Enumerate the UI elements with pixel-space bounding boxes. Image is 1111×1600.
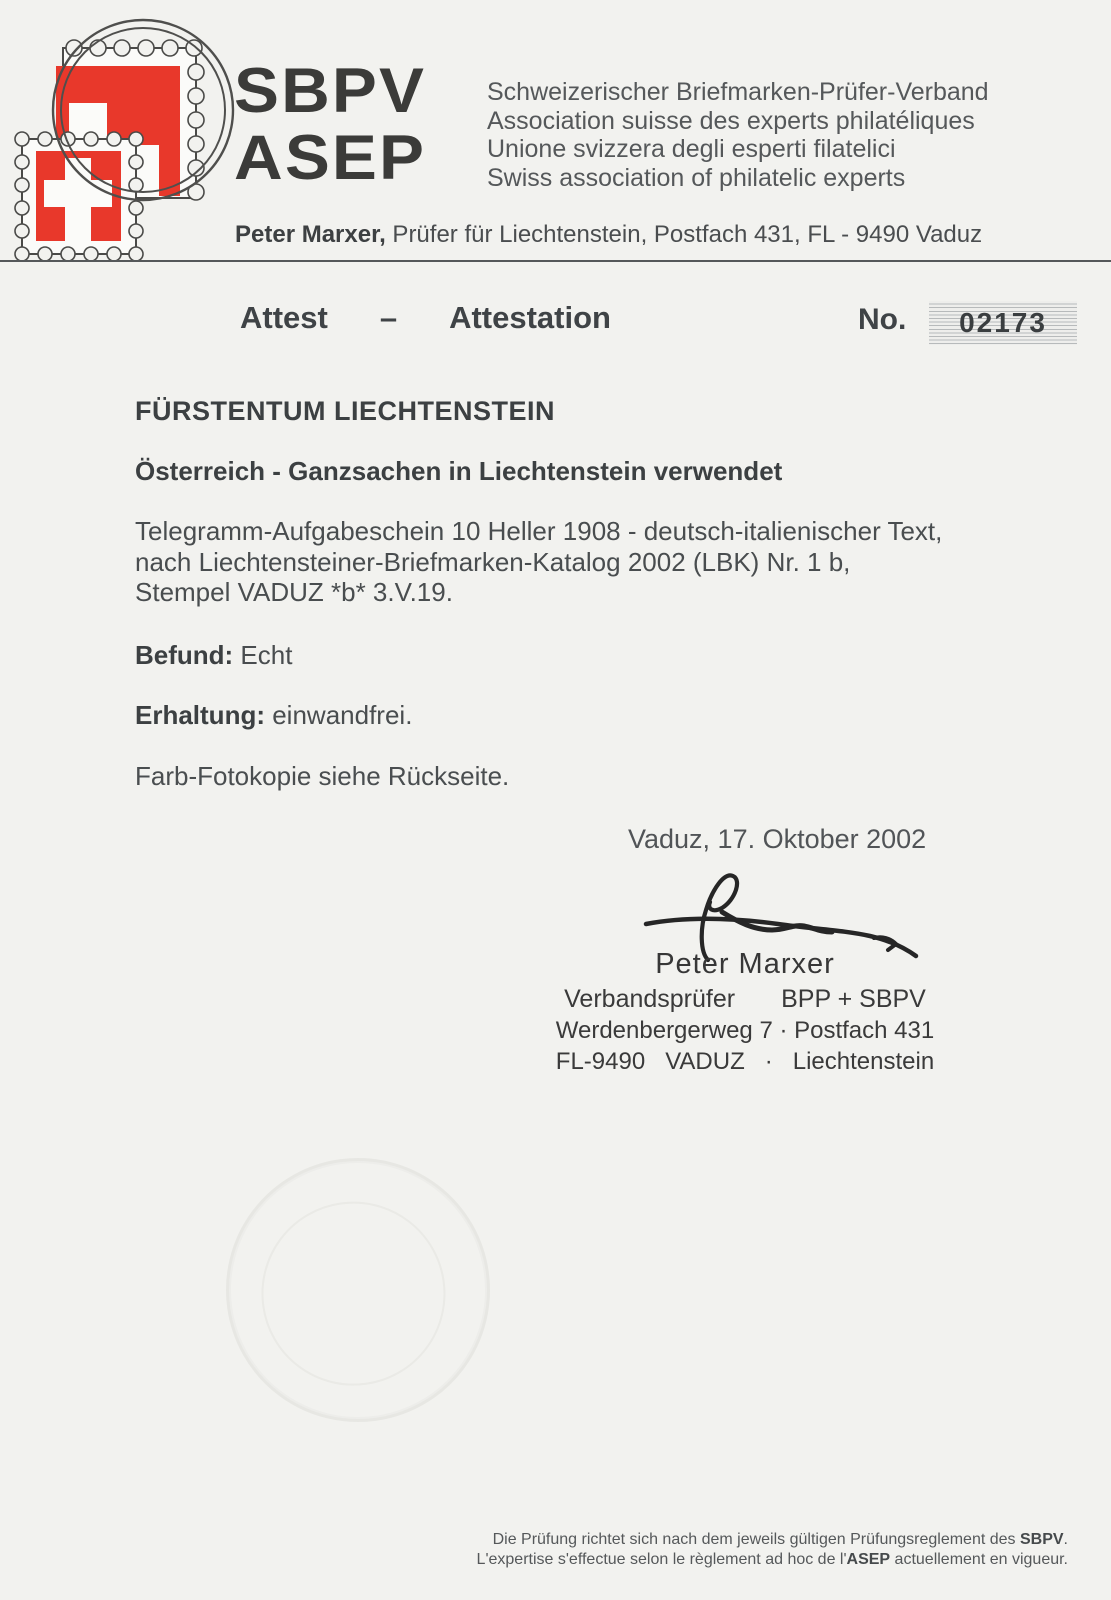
stamp-name: Peter Marxer (655, 948, 835, 980)
description-line-1: Telegramm-Aufgabeschein 10 Heller 1908 - deutsch-italienischer Text, (135, 516, 943, 546)
description-line-2: nach Liechtensteiner-Briefmarken-Katalog 2002 (LBK) Nr. 1 b, (135, 546, 851, 577)
finding-value: Echt (233, 640, 293, 670)
subject-heading: Österreich - Ganzsachen in Liechtenstein verwendet (135, 456, 783, 486)
finding-line (135, 640, 292, 671)
org-name-italian: Unione svizzera degli esperti filatelici (487, 135, 896, 163)
header-divider (0, 260, 1111, 262)
finding-label: Befund: (135, 640, 234, 670)
stamp-address-2: FL-9490 VADUZ · Liechtenstein (555, 1048, 935, 1075)
swiss-stamp (15, 132, 143, 260)
stamp-associations: BPP + SBPV (781, 985, 926, 1013)
embossed-seal (209, 1141, 507, 1439)
org-name-english: Swiss association of philatelic experts (487, 163, 906, 192)
certificate-number: 02173 (959, 307, 1047, 338)
examiner-line (235, 221, 982, 249)
condition-value: einwandfrei. (265, 700, 413, 730)
certificate-title (240, 300, 611, 336)
footnote-french: L'expertise s'effectue selon le règlement ad hoc de l'ASEP actuellement en vigueur. (476, 1551, 1068, 1568)
number-label: No. (858, 303, 907, 336)
examiner-details: Prüfer für Liechtenstein, Postfach 431, FL - 9490 Vaduz (385, 221, 983, 248)
title-dash: – (379, 300, 398, 335)
title-german: Attest (240, 300, 328, 335)
stamp-address-1: Werdenbergerweg 7 · Postfach 431 (555, 1017, 935, 1044)
regulation-footnote (428, 1530, 1068, 1570)
title-french: Attestation (449, 300, 611, 335)
certificate-number-box (929, 301, 1077, 345)
org-name-french: Association suisse des experts philatéliques (487, 106, 975, 135)
logo-wordmark (234, 58, 426, 192)
wordmark-sbpv: SBPV (234, 56, 427, 126)
examiner-name: Peter Marxer, (235, 221, 386, 248)
stamp-role-line (540, 985, 950, 1014)
place-date-line: Vaduz, 17. Oktober 2002 (628, 824, 927, 854)
wordmark-asep: ASEP (234, 123, 427, 193)
condition-label: Erhaltung: (135, 700, 265, 730)
embossed-seal-inner-ring (250, 1190, 458, 1398)
description-line-3: Stempel VADUZ *b* 3.V.19. (135, 577, 453, 607)
sbpv-asep-stamp-logo (6, 8, 242, 260)
org-name-german: Schweizerischer Briefmarken-Prüfer-Verband (487, 78, 989, 106)
footnote-german: Die Prüfung richtet sich nach dem jeweils gültigen Prüfungsreglement des SBPV. (492, 1531, 1068, 1548)
association-names (487, 78, 989, 192)
country-heading: FÜRSTENTUM LIECHTENSTEIN (135, 396, 555, 426)
condition-line (135, 700, 412, 731)
stamp-role: Verbandsprüfer (564, 985, 736, 1013)
photocopy-note: Farb-Fotokopie siehe Rückseite. (135, 761, 510, 791)
item-description (135, 516, 942, 608)
examiner-stamp-block (540, 948, 950, 1076)
